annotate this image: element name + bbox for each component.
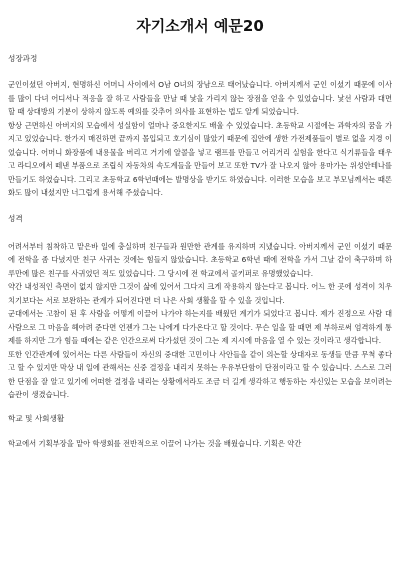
personality-paragraph-4: 또한 인간관계에 있어서는 다른 사람들이 자신의 중대한 고민이나 사안들을 같이 의논할 상대자로 동생들 만큼 무척 좋다고 할 수 있지만 막상 내 일에 관해서는 신중 결정을 내리지 못하는 우유부단함이 단점이라고 할 수 있습니다. 스스로 그러한 단점을 잘 알고 있기에 어떠한 결정을 내리는 상황에서라도 조금 더 길게 생각하고 행동하는 자신있는 모습을 보이려는 습관이 생겼습니다. <box>8 349 392 399</box>
personality-paragraph-3: 군대에서는 고참이 된 후 사람을 어떻게 이끌어 나가야 하는지를 배웠던 계기가 되었다고 봅니다. 제가 진정으로 사람 대 사람으로 그 마음을 헤아려 준다면 언젠가 그는 나에게 다가온다고 할 것이다. 무슨 일을 할 때면 제 부하로써 엄격하게 통제를 하지만 그가 힘들 때에는 같은 인간으로써 다가섰던 것이 그는 제 지시에 마음을 열 수 있는 것이라고 생각합니다. <box>8 309 392 345</box>
growth-paragraph-1: 군인이셨던 아버지, 현명하신 어머니 사이에서 O남 O녀의 장남으로 태어났습니다. 아버지께서 군인 이셨기 때문에 이사를 많이 다녀 어디서나 적응을 잘 하고 사람들을 만날 때 낯을 가리지 않는 장점을 얻을 수 있었습니다. 낯선 사람과 대면할 때 상대방의 기분이 상하지 않도록 예의를 갖추어 의사를 표현하는 법도 알게 되었습니다. <box>8 80 392 116</box>
school-paragraph-1: 학교에서 기획부장을 맡아 학생회를 전반적으로 이끌어 나가는 것을 배웠습니다. 기획은 약간 <box>8 438 302 448</box>
personality-paragraph-2: 약간 내성적인 측면이 없지 않지만 그것이 삶에 있어서 그다지 크게 작용하지 않는다고 봅니다. 어느 한 곳에 성격이 치우치기보다는 서로 보완하는 관계가 되어진다면 더 나은 사회 생활을 할 수 있을 것입니다. <box>8 282 392 305</box>
document-title: 자기소개서 예문20 <box>136 17 264 35</box>
personality-paragraph-1: 어려서부터 침착하고 맡은바 일에 충실하며 친구들과 원만한 관계를 유지하며 지냈습니다. 아버지께서 군인 이셨기 때문에 전학을 좀 다녔지만 친구 사귀는 것에는 힘들지 않았습니다. 초등학교 6학년 때에 전학을 가서 그날 같이 축구하며 하루만에 많은 친구를 사귀었던 적도 있었습니다. 그 당시에 전 학교에서 골키퍼로 유명했었습니다. <box>8 241 392 278</box>
section-heading-personality: 성격 <box>8 213 23 223</box>
growth-paragraph-2: 항상 근면하신 아버지의 모습에서 성실함이 얼마나 중요한지도 배울 수 있었습니다. 초등학교 시절에는 과학자의 꿈을 가지고 있었습니다. 한가지 매진하면 끝까지 몰입되고 호기심이 많았기 때문에 집안에 생한 가전제품들이 별로 없을 지경 이었습니다. 어머니 화장품에 내용물을 버리고 거기에 알콜을 넣고 램프를 만들고 어리거리 실험을 한다고 식기류들을 태우고 라디오에서 떼낸 부품으로 조립식 자동차의 속도계들을 만들어 보고 또한 TV가 잘 나오지 않아 용마가는 위성안테나를 만들기도 하였습니다. 그리고 초등학교 6학년때에는 발명상을 받기도 하였습니다. 이러한 모습을 보고 부모님께서는 때론 화도 많이 내셨지만 너그럽게 용서해 주셨습니다. <box>8 120 392 197</box>
section-heading-school-social: 학교 및 사회생활 <box>8 413 65 423</box>
section-heading-growth: 성장과정 <box>8 54 38 63</box>
